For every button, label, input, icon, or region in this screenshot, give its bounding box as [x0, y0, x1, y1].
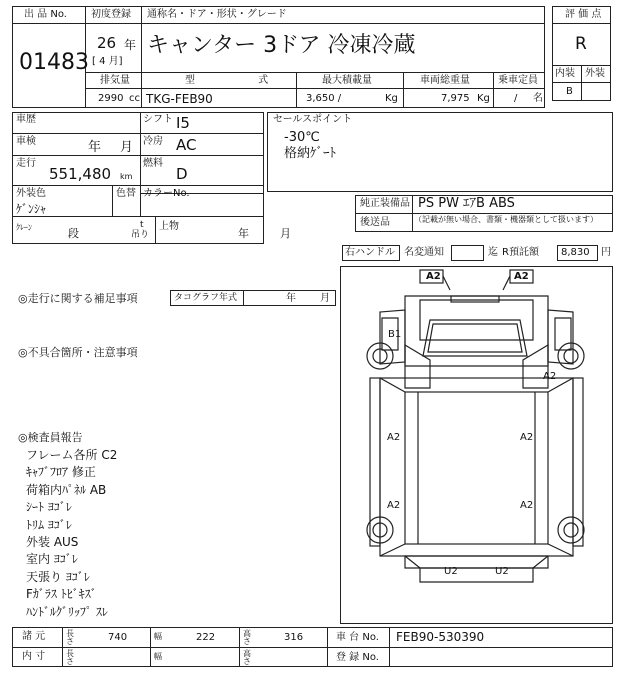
crane-stage-unit: 段 — [68, 227, 79, 240]
recycle-fee-label: R預託額 — [502, 247, 539, 258]
color-no-label: カラーNo. — [143, 188, 190, 199]
capacity-value: / — [514, 93, 518, 104]
gross-weight-value: 7,975 — [441, 93, 470, 104]
mileage-unit: km — [120, 172, 133, 181]
registration-label: 登 録 No. — [336, 652, 379, 663]
inspector-report-line: 荷箱内ﾊﾟﾈﾙ AB — [26, 482, 107, 497]
capacity-unit: 名 — [533, 93, 543, 104]
crane-hang-unit: 吊り — [131, 230, 150, 240]
fuel-label: 燃料 — [143, 158, 163, 169]
gross-weight-label: 車両総重量 — [420, 75, 470, 86]
inner-width-label: 幅 — [154, 652, 162, 661]
inspector-report-line: 室内 ﾖｺﾞﾚ — [26, 552, 78, 567]
max-load-unit: Kg — [385, 93, 398, 104]
first-reg-month: [ 4 月] — [92, 56, 123, 67]
inner-height-label: 高さ — [243, 649, 251, 666]
capacity-label: 乗車定員 — [498, 75, 538, 86]
inspector-report-line: フレーム各所 C2 — [26, 448, 118, 462]
defect-notes-label: ◎不具合箇所・注意事項 — [18, 346, 138, 359]
width-value: 222 — [196, 632, 216, 643]
damage-mark-rear-right: A2 — [520, 500, 534, 511]
damage-mark-cab-left: B1 — [388, 329, 402, 340]
max-load-value: 3,650 / — [306, 93, 342, 104]
docs-label: 後送品 — [360, 217, 390, 228]
inspector-report-line: ｼｰﾄ ﾖｺﾞﾚ — [26, 500, 72, 515]
displacement-label: 排気量 — [100, 75, 130, 86]
height-label: 高さ — [243, 629, 251, 646]
docs-note: （記載が無い場合、書類・機器類として扱います） — [414, 215, 598, 224]
sales-point-line1: -30℃ — [284, 130, 320, 145]
interior-grade-label: 内装 — [555, 68, 575, 79]
ac-label: 冷房 — [143, 136, 163, 147]
first-reg-label: 初度登録 — [91, 9, 131, 20]
displacement-unit: cc — [129, 93, 140, 104]
inspection-month-unit: 月 — [120, 140, 134, 155]
exterior-grade-label: 外装 — [585, 68, 605, 79]
steering-value: 右ハンドル — [345, 247, 395, 258]
damage-mark-under-right: U2 — [495, 566, 509, 577]
crane-label: ｸﾚｰﾝ — [16, 223, 32, 232]
upper-month-unit: 月 — [280, 227, 291, 240]
ac-value: AC — [176, 136, 197, 154]
inspector-report-line: ｷｬﾌﾞﾌﾛｱ 修正 — [26, 465, 96, 480]
tacho-year-unit: 年 — [286, 293, 296, 304]
inspector-report-line: 天張り ﾖｺﾞﾚ — [26, 569, 90, 584]
inner-dims-label: 内 寸 — [22, 651, 46, 662]
inspection-label: 車検 — [16, 136, 36, 147]
lot-label: 出 品 No. — [24, 9, 67, 20]
dims-label: 諸 元 — [22, 631, 46, 642]
damage-mark-body-left: A2 — [387, 432, 401, 443]
inspector-report-line: 外装 AUS — [26, 535, 79, 549]
mileage-label: 走行 — [16, 158, 36, 169]
grade-label: 評 価 点 — [565, 9, 602, 20]
history-label: 車歴 — [16, 114, 36, 125]
damage-mark-body-right: A2 — [520, 432, 534, 443]
crane-ton-unit: t — [140, 220, 144, 230]
chassis-value: FEB90-530390 — [396, 630, 485, 644]
shift-value: I5 — [176, 114, 190, 132]
run-notes-label: ◎走行に関する補足事項 — [18, 292, 138, 305]
model-code-value: TKG-FEB90 — [146, 92, 213, 106]
fuel-value: D — [176, 165, 188, 183]
damage-mark-cab-right: A2 — [543, 371, 557, 382]
equipment-label: 純正装備品 — [360, 198, 410, 209]
color-value: ｹﾞﾝｼｬ — [16, 202, 47, 216]
inspector-report-line: ﾄﾘﾑ ﾖｺﾞﾚ — [26, 517, 72, 532]
length-value: 740 — [108, 632, 128, 643]
conversion-deadline: 迄 — [488, 247, 498, 258]
damage-mark-rear-left: A2 — [387, 500, 401, 511]
first-reg-year-unit: 年 — [124, 38, 137, 52]
recycle-fee-unit: 円 — [601, 247, 611, 258]
gross-weight-unit: Kg — [477, 93, 490, 104]
lot-number: 01483 — [19, 50, 89, 75]
upper-label: 上物 — [159, 221, 179, 232]
shift-label: シフト — [143, 114, 173, 125]
chassis-label: 車 台 No. — [336, 632, 379, 643]
interior-grade-value: B — [566, 86, 573, 97]
recycle-fee-value: 8,830 — [561, 247, 590, 258]
sales-point-line2: 格納ｹﾞｰﾄ — [284, 146, 337, 161]
color-label: 外装色 — [16, 188, 46, 199]
inspector-report-label: ◎検査員報告 — [18, 431, 83, 444]
length-label: 長さ — [66, 629, 74, 646]
tacho-label: タコグラフ年式 — [174, 293, 238, 303]
sales-point-label: セールスポイント — [273, 114, 353, 125]
inspection-year-unit: 年 — [88, 140, 102, 155]
damage-mark-mirror-left: A2 — [426, 271, 441, 282]
model-desc-label: 通称名・ドア・形状・グレード — [147, 9, 287, 20]
upper-year-unit: 年 — [238, 227, 249, 240]
color-change-label: 色替 — [116, 188, 136, 199]
mileage-value: 551,480 — [49, 165, 112, 183]
inner-length-label: 長さ — [66, 649, 74, 666]
width-label: 幅 — [154, 632, 162, 641]
equipment-value: PS PW ｴｱB ABS — [418, 196, 515, 211]
max-load-label: 最大積載量 — [322, 75, 372, 86]
grade-value: R — [575, 34, 587, 54]
tacho-month-unit: 月 — [320, 293, 330, 304]
model-name: キャンター 3ドア 冷凍冷蔵 — [147, 33, 416, 58]
first-reg-year: 26 — [97, 34, 117, 52]
inspector-report-line: Fｶﾞﾗｽ ﾄﾋﾞｷｽﾞ — [26, 587, 97, 602]
conversion-label: 名変通知 — [404, 247, 444, 258]
height-value: 316 — [284, 632, 304, 643]
damage-mark-mirror-right: A2 — [514, 271, 529, 282]
inspector-report-line: ﾊﾝﾄﾞﾙｸﾞﾘｯﾌﾟ ｽﾚ — [26, 604, 108, 619]
damage-mark-under-left: U2 — [444, 566, 458, 577]
displacement-value: 2990 — [98, 93, 124, 104]
model-code-label: 型 式 — [185, 75, 299, 86]
